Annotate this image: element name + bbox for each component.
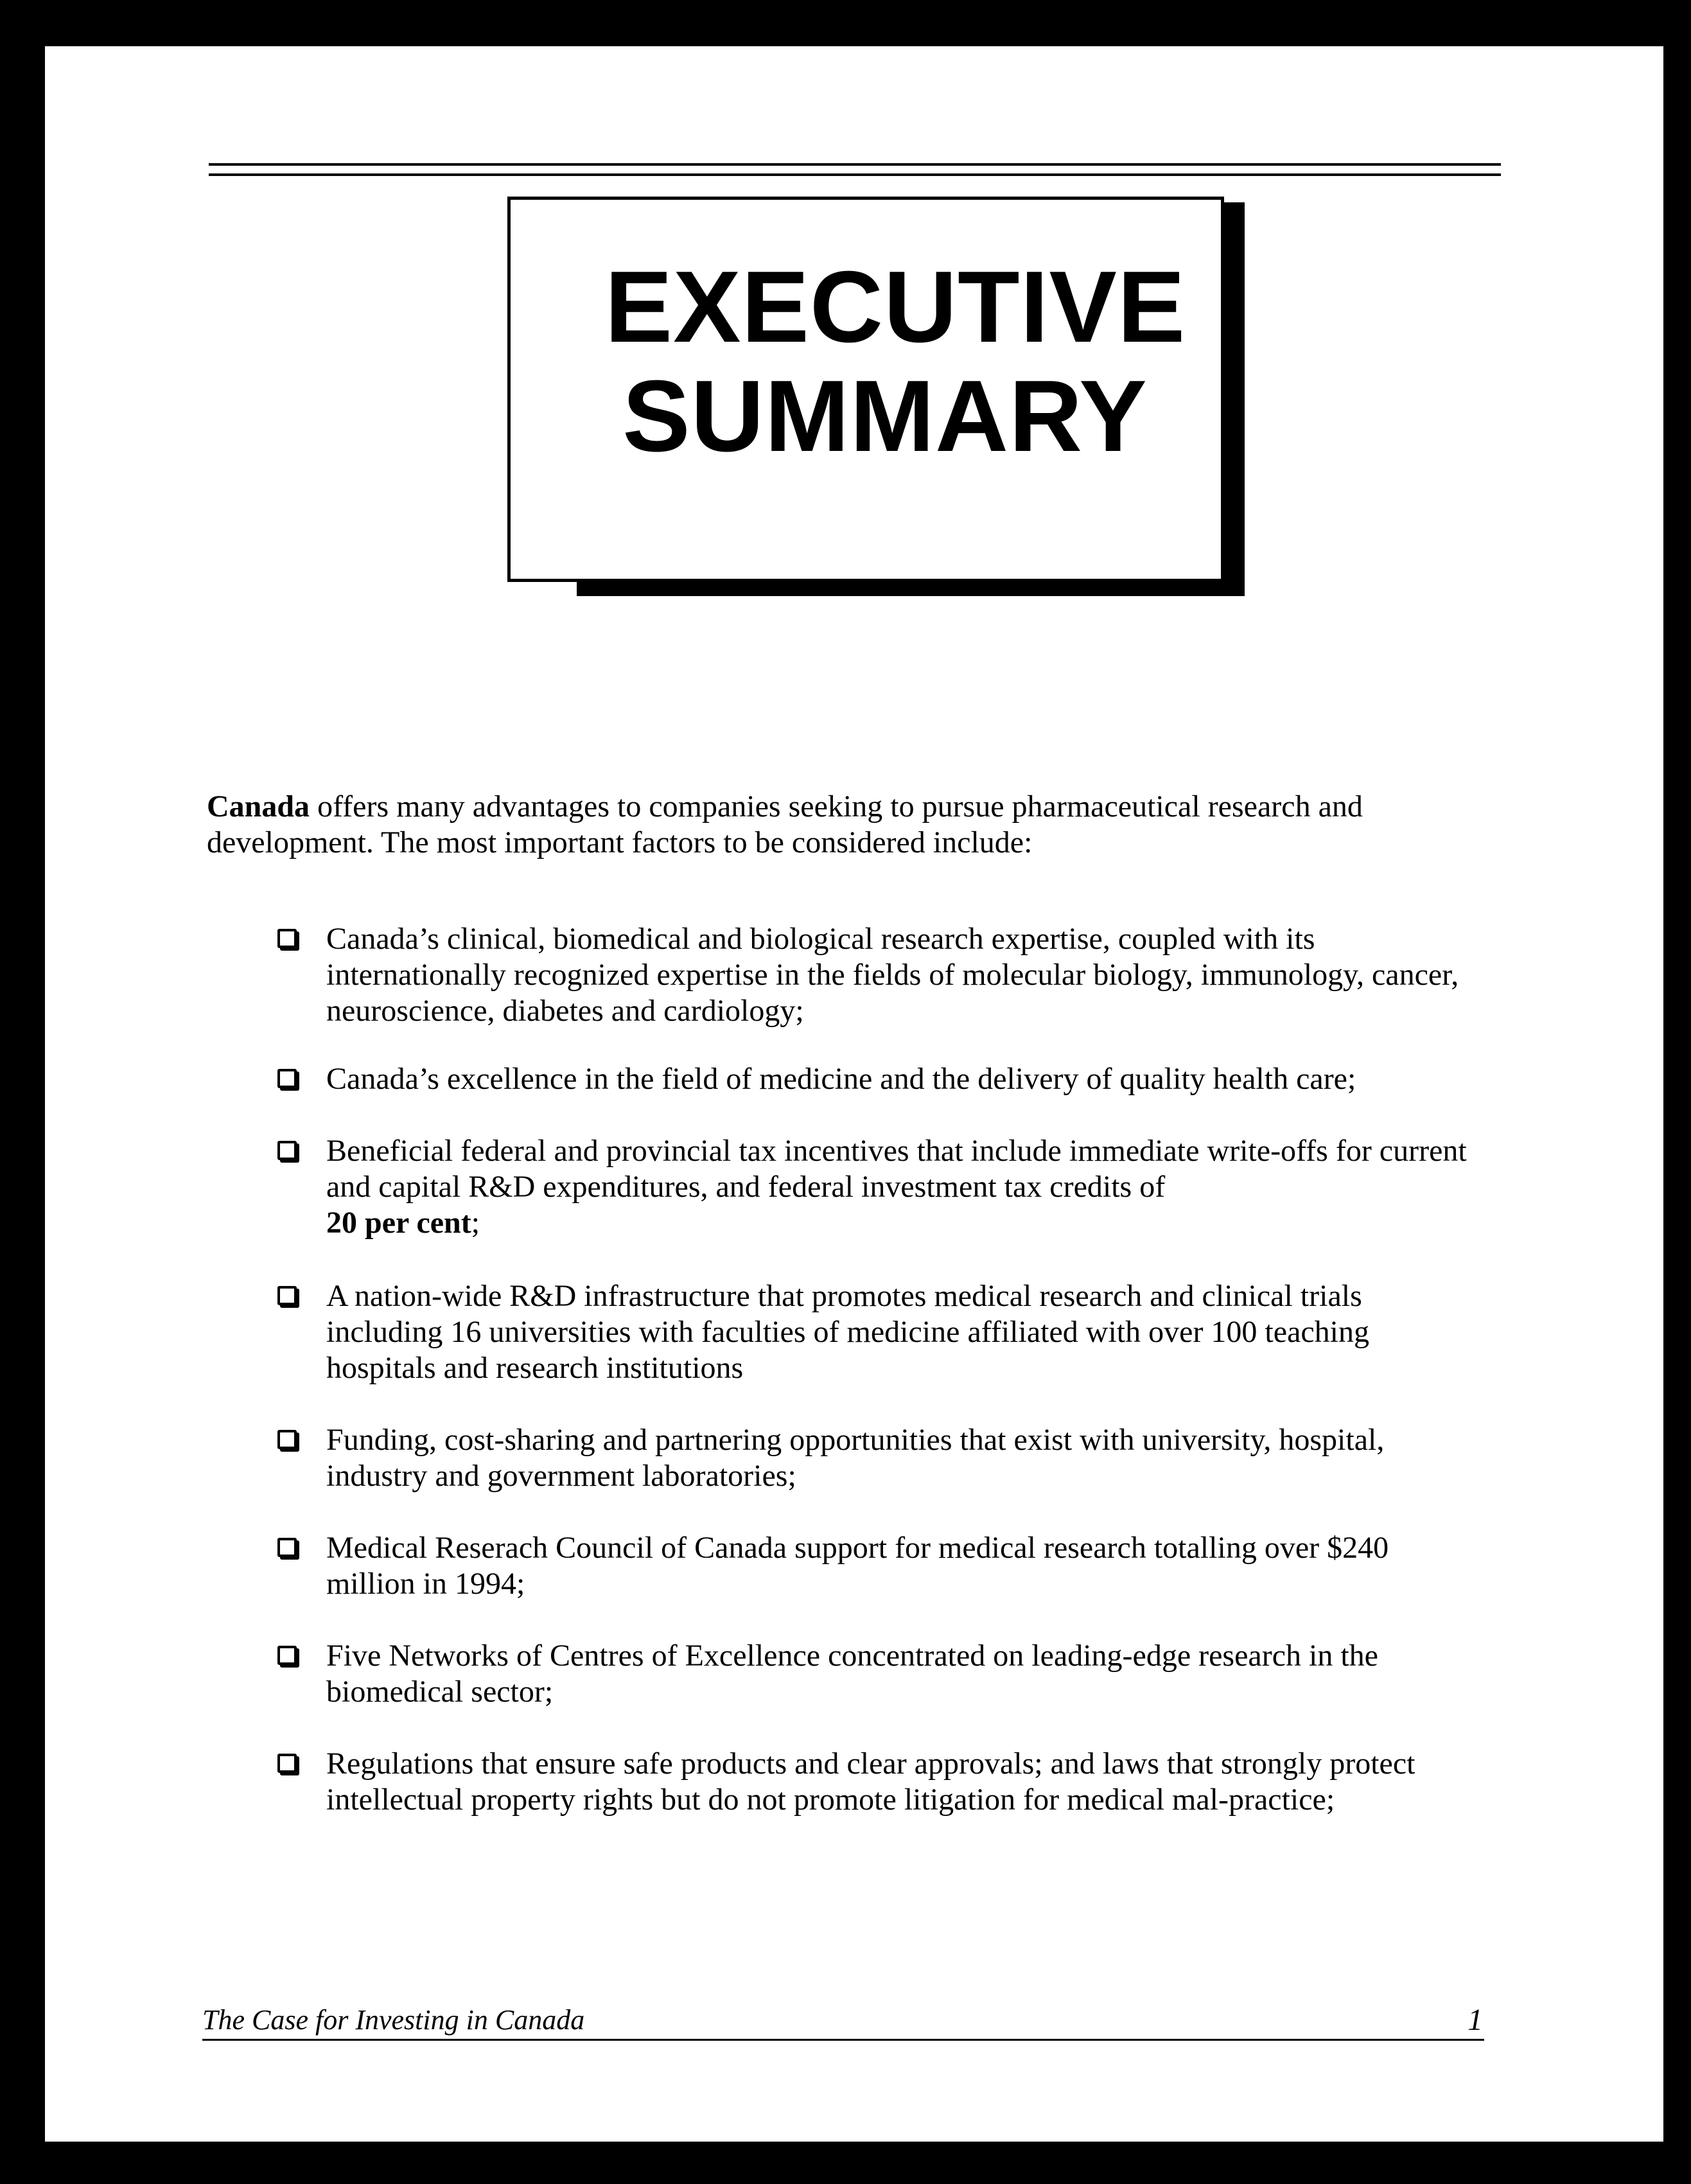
checkbox-icon [277, 1754, 297, 1773]
footer-publication-title: The Case for Investing in Canada [202, 2004, 585, 2036]
page-title-line1: EXECUTIVE [604, 251, 1186, 364]
list-item-text: A nation-wide R&D infrastructure that promotes medical research and clinical trials including 16 universities with faculties of medicine affiliated with over 100 teaching hospitals and research institutions [326, 1279, 1370, 1385]
list-item-text: Five Networks of Centres of Excellence concentrated on leading-edge research in the biomedical sector; [326, 1639, 1378, 1709]
footer-rule [202, 2039, 1484, 2041]
intro-paragraph [207, 789, 1466, 861]
list-item-bold: 20 per cent [326, 1206, 471, 1240]
header-rule-top [209, 163, 1501, 166]
list-item-bold-line [326, 1205, 1476, 1241]
checkbox-icon [277, 1141, 297, 1160]
list-item-text: Regulations that ensure safe products and clear approvals; and laws that strongly protect intellectual property rights but do not promote litigation for medical mal-practice; [326, 1747, 1415, 1817]
header-rule-bottom [209, 173, 1501, 176]
checkbox-icon [277, 1538, 297, 1557]
intro-lead: Canada [207, 789, 310, 823]
footer-page-number: 1 [1468, 2003, 1483, 2037]
list-item-text [326, 1133, 1476, 1241]
title-box [507, 197, 1224, 582]
checkbox-icon [277, 1430, 297, 1449]
intro-text: offers many advantages to companies seeking to pursue pharmaceutical research and development. The most important factors to be considered include: [207, 789, 1363, 859]
checkbox-icon [277, 929, 297, 948]
list-item-tail: ; [471, 1206, 480, 1240]
list-item-text-main: Beneficial federal and provincial tax incentives that include immediate write-offs for current and capital R&D expenditures, and federal investment tax credits of [326, 1134, 1467, 1204]
list-item-text: Medical Reserach Council of Canada support for medical research totalling over $240 million in 1994; [326, 1531, 1389, 1601]
document-page [45, 46, 1663, 2142]
checkbox-icon [277, 1069, 297, 1088]
checkbox-icon [277, 1646, 297, 1665]
checkbox-icon [277, 1286, 297, 1305]
list-item-text: Funding, cost-sharing and partnering opportunities that exist with university, hospital, industry and government laboratories; [326, 1423, 1385, 1493]
list-item-text: Canada’s excellence in the field of medicine and the delivery of quality health care; [326, 1062, 1356, 1096]
list-item-text: Canada’s clinical, biomedical and biological research expertise, coupled with its internationally recognized expertise in the fields of molecular biology, immunology, cancer, neuroscience, diabetes and cardiology; [326, 922, 1459, 1028]
page-title-line2: SUMMARY [622, 360, 1148, 473]
